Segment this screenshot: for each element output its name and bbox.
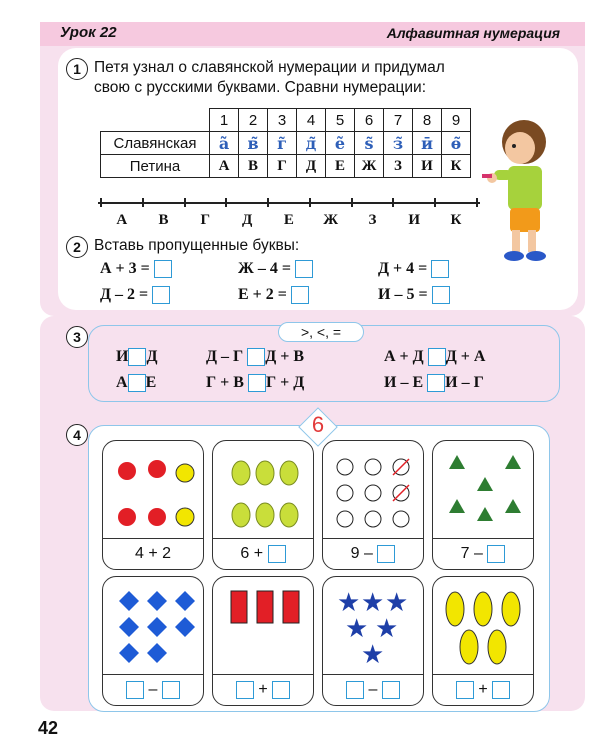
row-label-petya: Петина	[101, 155, 210, 178]
number-line-label: К	[450, 212, 462, 228]
table-number: 1	[210, 109, 239, 132]
compare-box[interactable]	[247, 348, 265, 366]
exercise-1-text-line2: свою с русскими буквами. Сравни нумерации:	[94, 79, 427, 96]
table-number: 8	[413, 109, 442, 132]
answer-box[interactable]	[377, 545, 395, 563]
compare-box[interactable]	[248, 374, 266, 392]
comparison: А Е	[116, 374, 157, 391]
comparison: Г + В Г + Д	[206, 374, 305, 391]
tile-stars	[322, 576, 424, 706]
answer-box[interactable]	[431, 260, 449, 278]
target-number: 6	[311, 412, 325, 437]
dots-picture	[103, 441, 203, 537]
exercise-1-number: 1	[66, 58, 88, 80]
ex2-item: Ж – 4 =	[238, 260, 313, 278]
topic-title: Алфавитная нумерация	[386, 25, 560, 41]
number-line-label: Г	[200, 212, 211, 228]
answer-box[interactable]	[126, 681, 144, 699]
exercise-3-number: 3	[66, 326, 88, 348]
tile-triangles	[432, 440, 534, 570]
svg-text:★: ★	[375, 613, 399, 643]
pears-picture	[213, 441, 313, 537]
numeration-table	[100, 108, 471, 178]
table-number: 7	[384, 109, 413, 132]
number-line-tick	[392, 198, 394, 207]
answer-box[interactable]	[492, 681, 510, 699]
stars-picture	[323, 577, 423, 673]
russian-letter: К	[442, 155, 471, 178]
svg-text:★: ★	[361, 587, 385, 617]
number-line-tick	[184, 198, 186, 207]
slavic-letter: ѳ̃	[442, 132, 471, 155]
number-line-label: Е	[283, 212, 294, 228]
answer-box[interactable]	[272, 681, 290, 699]
answer-box[interactable]	[291, 286, 309, 304]
row-label-slavic: Славянская	[101, 132, 210, 155]
number-line-tick	[434, 198, 436, 207]
tile-circles	[322, 440, 424, 570]
table-number: 4	[297, 109, 326, 132]
comparison: А + Д Д + А	[384, 348, 486, 365]
number-line-tick	[267, 198, 269, 207]
slavic-letter: г̃	[268, 132, 297, 155]
svg-text:★: ★	[361, 639, 385, 669]
table-number: 5	[326, 109, 355, 132]
table-number: 2	[239, 109, 268, 132]
tile-expression: 7 –	[433, 538, 533, 569]
number-line-tick	[225, 198, 227, 207]
exercise-1-text-line1: Петя узнал о славянской нумерации и придумал	[94, 59, 445, 76]
number-line	[98, 202, 480, 204]
number-line-label: И	[408, 212, 421, 228]
slavic-letter: ã	[210, 132, 239, 155]
answer-box[interactable]	[236, 681, 254, 699]
ex2-item: Д + 4 =	[378, 260, 449, 278]
number-line-tick	[309, 198, 311, 207]
russian-letter: З	[384, 155, 413, 178]
exercise-2-title: Вставь пропущенные буквы:	[94, 237, 300, 254]
slavic-letter: в̃	[239, 132, 268, 155]
number-line-tick	[142, 198, 144, 207]
svg-text:★: ★	[385, 587, 409, 617]
slavic-letter: ẽ	[326, 132, 355, 155]
russian-letter: Д	[297, 155, 326, 178]
number-line-label: Ж	[323, 212, 339, 228]
slavic-letter: д̃	[297, 132, 326, 155]
table-number: 6	[355, 109, 384, 132]
exercise-4-number: 4	[66, 424, 88, 446]
answer-box[interactable]	[456, 681, 474, 699]
svg-text:★: ★	[345, 613, 369, 643]
number-line-tick	[476, 198, 478, 207]
russian-letter: И	[413, 155, 442, 178]
answer-box[interactable]	[382, 681, 400, 699]
table-corner	[101, 109, 210, 132]
tile-expression: 6 +	[213, 538, 313, 569]
triangles-picture	[433, 441, 533, 537]
russian-letter: В	[239, 155, 268, 178]
number-line-label: З	[368, 212, 377, 228]
ex2-item: И – 5 =	[378, 286, 450, 304]
signs-hint: >, <, =	[278, 322, 364, 342]
tile-expression: –	[103, 674, 203, 705]
table-number: 9	[442, 109, 471, 132]
ex2-item: А + 3 =	[100, 260, 172, 278]
answer-box[interactable]	[154, 260, 172, 278]
number-line-tick	[100, 198, 102, 207]
compare-box[interactable]	[428, 348, 446, 366]
russian-letter: Ж	[355, 155, 384, 178]
tile-diamonds	[102, 576, 204, 706]
diamonds-picture	[103, 577, 203, 673]
slavic-letter: ѕ̃	[355, 132, 384, 155]
tile-expression: +	[213, 674, 313, 705]
tile-expression: 4 + 2	[103, 538, 203, 569]
russian-letter: Г	[268, 155, 297, 178]
bars-picture	[213, 577, 313, 673]
number-line-label: Д	[241, 212, 253, 228]
answer-box[interactable]	[487, 545, 505, 563]
answer-box[interactable]	[268, 545, 286, 563]
number-line-label: В	[158, 212, 169, 228]
answer-box[interactable]	[432, 286, 450, 304]
answer-box[interactable]	[152, 286, 170, 304]
ex2-item: Д – 2 =	[100, 286, 170, 304]
russian-letter: Е	[326, 155, 355, 178]
tile-expression: –	[323, 674, 423, 705]
ex2-item: Е + 2 =	[238, 286, 309, 304]
answer-box[interactable]	[295, 260, 313, 278]
compare-box[interactable]	[427, 374, 445, 392]
exercise-2-number: 2	[66, 236, 88, 258]
compare-box[interactable]	[128, 348, 146, 366]
tile-yellow-ovals	[432, 576, 534, 706]
page-number: 42	[38, 718, 59, 738]
boy-illustration	[480, 112, 560, 267]
ovals-picture	[433, 577, 533, 673]
lesson-title: Урок 22	[60, 24, 117, 41]
tile-pears	[212, 440, 314, 570]
answer-box[interactable]	[346, 681, 364, 699]
table-number: 3	[268, 109, 297, 132]
tile-expression: 9 –	[323, 538, 423, 569]
number-line-label: А	[116, 212, 128, 228]
russian-letter: А	[210, 155, 239, 178]
comparison: Д – Г Д + В	[206, 348, 304, 365]
comparison: И – Е И – Г	[384, 374, 484, 391]
tile-expression: +	[433, 674, 533, 705]
number-line-tick	[351, 198, 353, 207]
slavic-letter: з̃	[384, 132, 413, 155]
compare-box[interactable]	[128, 374, 146, 392]
comparison: И Д	[116, 348, 158, 365]
slavic-letter: ӣ	[413, 132, 442, 155]
svg-text:★: ★	[337, 587, 361, 617]
answer-box[interactable]	[162, 681, 180, 699]
tile-red-bars	[212, 576, 314, 706]
tile-red-yellow-dots	[102, 440, 204, 570]
circles-picture	[323, 441, 423, 537]
